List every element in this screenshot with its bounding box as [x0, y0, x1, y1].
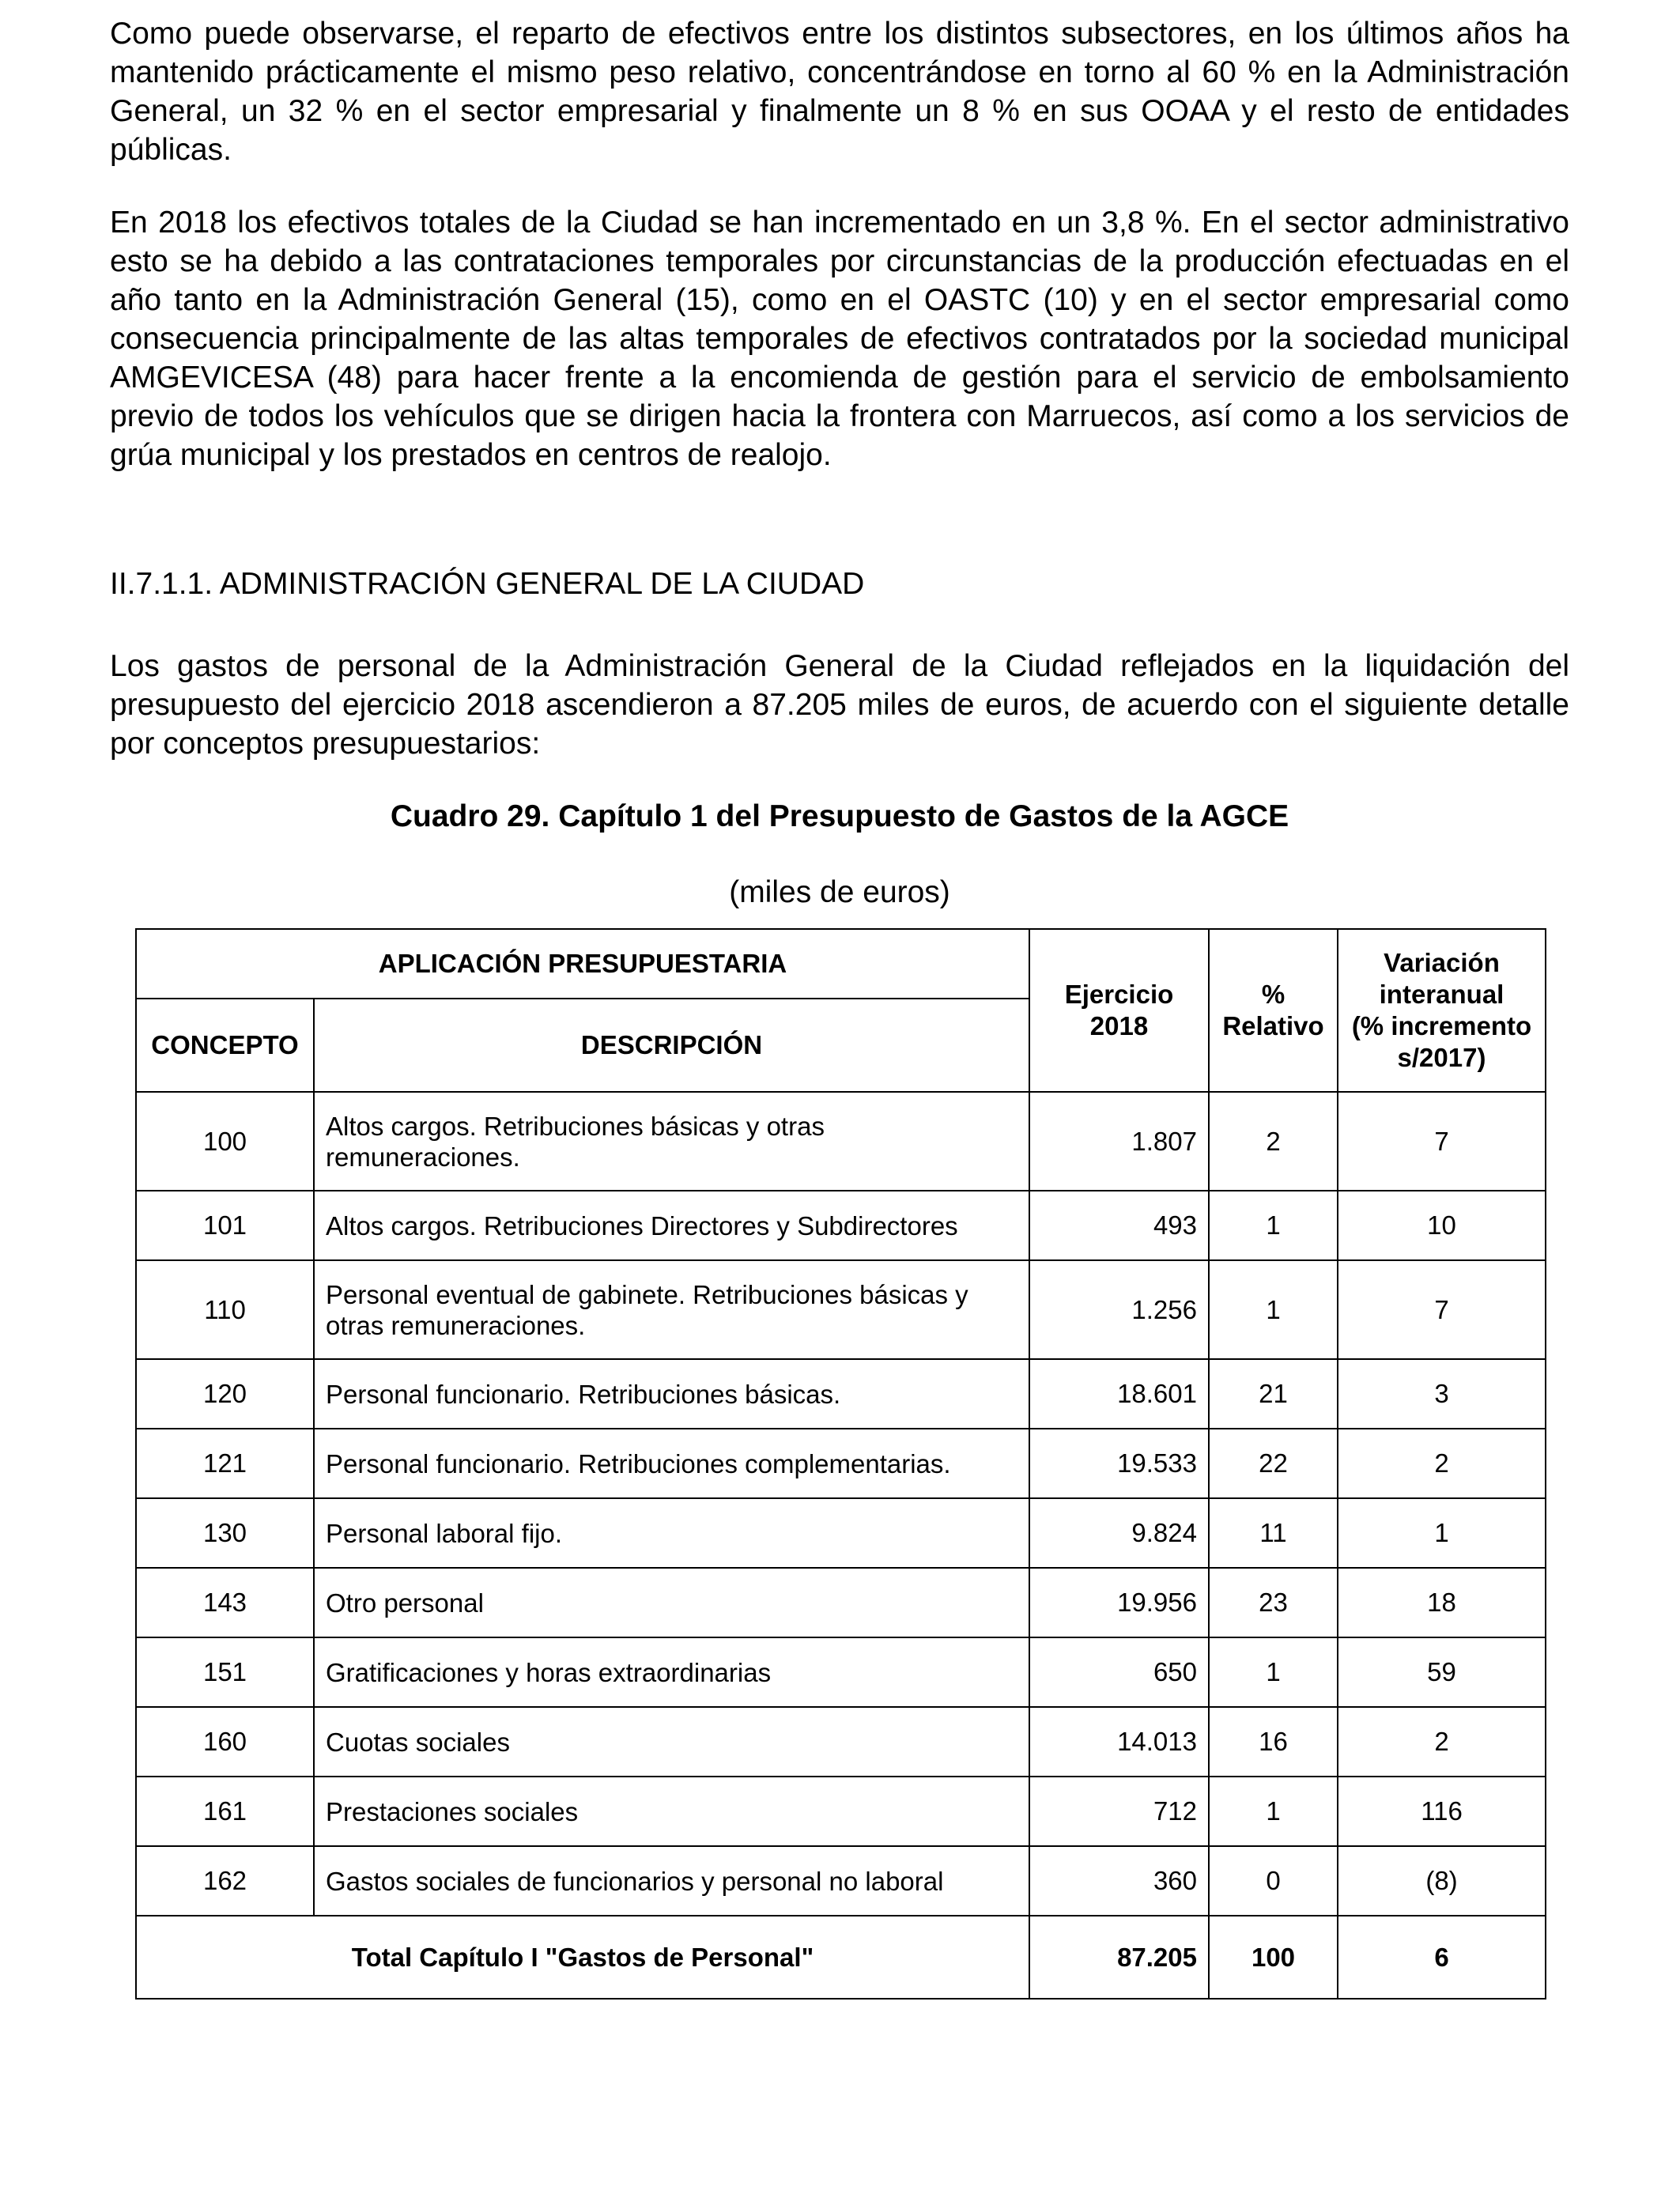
cell-variacion: 18 — [1338, 1568, 1546, 1637]
cell-concepto: 101 — [136, 1191, 314, 1260]
section-heading: II.7.1.1. ADMINISTRACIÓN GENERAL DE LA CIUDAD — [110, 567, 865, 601]
cell-descripcion: Otro personal — [314, 1568, 1029, 1637]
cell-descripcion: Personal funcionario. Retribuciones complementarias. — [314, 1429, 1029, 1498]
cell-variacion: (8) — [1338, 1846, 1546, 1916]
table-row — [136, 1429, 1546, 1498]
header-variacion — [1338, 929, 1546, 1092]
cell-concepto: 161 — [136, 1777, 314, 1846]
cell-variacion: 10 — [1338, 1191, 1546, 1260]
cell-concepto: 121 — [136, 1429, 314, 1498]
cell-variacion: 59 — [1338, 1637, 1546, 1707]
header-ejercicio-line1: Ejercicio — [1064, 980, 1174, 1009]
cell-ejercicio: 712 — [1029, 1777, 1209, 1846]
cell-relativo: 22 — [1209, 1429, 1338, 1498]
cell-variacion: 1 — [1338, 1498, 1546, 1568]
table-row — [136, 1777, 1546, 1846]
cell-descripcion: Altos cargos. Retribuciones básicas y otras remuneraciones. — [314, 1092, 1029, 1191]
cell-concepto: 151 — [136, 1637, 314, 1707]
cell-descripcion: Gastos sociales de funcionarios y personal no laboral — [314, 1846, 1029, 1916]
table-row — [136, 1092, 1546, 1191]
header-relativo-line1: % — [1261, 980, 1285, 1009]
table-row — [136, 1637, 1546, 1707]
cell-relativo: 1 — [1209, 1637, 1338, 1707]
total-row — [136, 1916, 1546, 1999]
header-variacion-line3: (% incremento — [1351, 1011, 1532, 1040]
cell-relativo: 2 — [1209, 1092, 1338, 1191]
cell-concepto: 120 — [136, 1359, 314, 1429]
cell-variacion: 2 — [1338, 1429, 1546, 1498]
table-subtitle: (miles de euros) — [729, 875, 950, 909]
cell-variacion: 116 — [1338, 1777, 1546, 1846]
table-row — [136, 1191, 1546, 1260]
cell-relativo: 11 — [1209, 1498, 1338, 1568]
cell-variacion: 2 — [1338, 1707, 1546, 1777]
header-ejercicio — [1029, 929, 1209, 1092]
paragraph-efectivos-2018: En 2018 los efectivos totales de la Ciudad se han incrementado en un 3,8 %. En el sector administrativo esto se ha debido a las contrataciones temporales por circunstancias de la producción efectuadas en el año tanto en la Administración General (15), como en el OASTC (10) y en el sector empresarial como consecuencia principalmente de las altas temporales de efectivos contratados por la sociedad municipal AMGEVICESA (48) para hacer frente a la encomienda de gestión para el servicio de embolsamiento previo de todos los vehículos que se dirigen hacia la frontera con Marruecos, así como a los servicios de grúa municipal y los prestados en centros de realojo. — [110, 206, 1569, 472]
header-aplicacion: APLICACIÓN PRESUPUESTARIA — [136, 929, 1029, 999]
cell-concepto: 100 — [136, 1092, 314, 1191]
cell-ejercicio: 18.601 — [1029, 1359, 1209, 1429]
cell-ejercicio: 360 — [1029, 1846, 1209, 1916]
cell-descripcion: Gratificaciones y horas extraordinarias — [314, 1637, 1029, 1707]
cell-ejercicio: 650 — [1029, 1637, 1209, 1707]
cell-descripcion: Personal funcionario. Retribuciones básicas. — [314, 1359, 1029, 1429]
cell-relativo: 1 — [1209, 1191, 1338, 1260]
header-variacion-line4: s/2017) — [1397, 1043, 1486, 1072]
table-row — [136, 1846, 1546, 1916]
cell-relativo: 16 — [1209, 1707, 1338, 1777]
cell-concepto: 160 — [136, 1707, 314, 1777]
cell-ejercicio: 9.824 — [1029, 1498, 1209, 1568]
table-row — [136, 1707, 1546, 1777]
budget-table — [135, 928, 1546, 2000]
table-row — [136, 1260, 1546, 1359]
table-row — [136, 1498, 1546, 1568]
cell-ejercicio: 493 — [1029, 1191, 1209, 1260]
cell-descripcion: Personal laboral fijo. — [314, 1498, 1029, 1568]
header-variacion-line2: interanual — [1379, 980, 1504, 1009]
cell-relativo: 1 — [1209, 1777, 1338, 1846]
cell-ejercicio: 1.256 — [1029, 1260, 1209, 1359]
table-title: Cuadro 29. Capítulo 1 del Presupuesto de Gastos de la AGCE — [390, 799, 1289, 833]
header-relativo-line2: Relativo — [1222, 1011, 1324, 1040]
cell-ejercicio: 19.956 — [1029, 1568, 1209, 1637]
cell-concepto: 162 — [136, 1846, 314, 1916]
cell-ejercicio: 1.807 — [1029, 1092, 1209, 1191]
cell-ejercicio: 14.013 — [1029, 1707, 1209, 1777]
cell-variacion: 7 — [1338, 1092, 1546, 1191]
cell-descripcion: Cuotas sociales — [314, 1707, 1029, 1777]
table-row — [136, 1359, 1546, 1429]
cell-concepto: 110 — [136, 1260, 314, 1359]
total-variacion: 6 — [1338, 1916, 1546, 1999]
cell-relativo: 0 — [1209, 1846, 1338, 1916]
header-ejercicio-line2: 2018 — [1089, 1011, 1149, 1040]
cell-relativo: 21 — [1209, 1359, 1338, 1429]
table-body — [136, 1092, 1546, 1916]
header-variacion-line1: Variación — [1384, 948, 1500, 977]
cell-relativo: 23 — [1209, 1568, 1338, 1637]
cell-ejercicio: 19.533 — [1029, 1429, 1209, 1498]
header-descripcion: DESCRIPCIÓN — [314, 999, 1029, 1092]
cell-variacion: 7 — [1338, 1260, 1546, 1359]
cell-descripcion: Personal eventual de gabinete. Retribuciones básicas y otras remuneraciones. — [314, 1260, 1029, 1359]
cell-variacion: 3 — [1338, 1359, 1546, 1429]
paragraph-gastos-personal: Los gastos de personal de la Administración General de la Ciudad reflejados en la liquidación del presupuesto del ejercicio 2018 ascendieron a 87.205 miles de euros, de acuerdo con el siguiente detalle por conceptos presupuestarios: — [110, 649, 1569, 761]
header-concepto: CONCEPTO — [136, 999, 314, 1092]
table-row — [136, 1568, 1546, 1637]
paragraph-efectivos-reparto: Como puede observarse, el reparto de efectivos entre los distintos subsectores, en los últimos años ha mantenido prácticamente el mismo peso relativo, concentrándose en torno al 60 % en la Administración General, un 32 % en el sector empresarial y finalmente un 8 % en sus OOAA y el resto de entidades públicas. — [110, 17, 1569, 167]
total-ejercicio: 87.205 — [1029, 1916, 1209, 1999]
cell-descripcion: Altos cargos. Retribuciones Directores y Subdirectores — [314, 1191, 1029, 1260]
cell-concepto: 143 — [136, 1568, 314, 1637]
total-relativo: 100 — [1209, 1916, 1338, 1999]
cell-descripcion: Prestaciones sociales — [314, 1777, 1029, 1846]
header-relativo — [1209, 929, 1338, 1092]
total-label: Total Capítulo I "Gastos de Personal" — [136, 1916, 1029, 1999]
cell-concepto: 130 — [136, 1498, 314, 1568]
cell-relativo: 1 — [1209, 1260, 1338, 1359]
